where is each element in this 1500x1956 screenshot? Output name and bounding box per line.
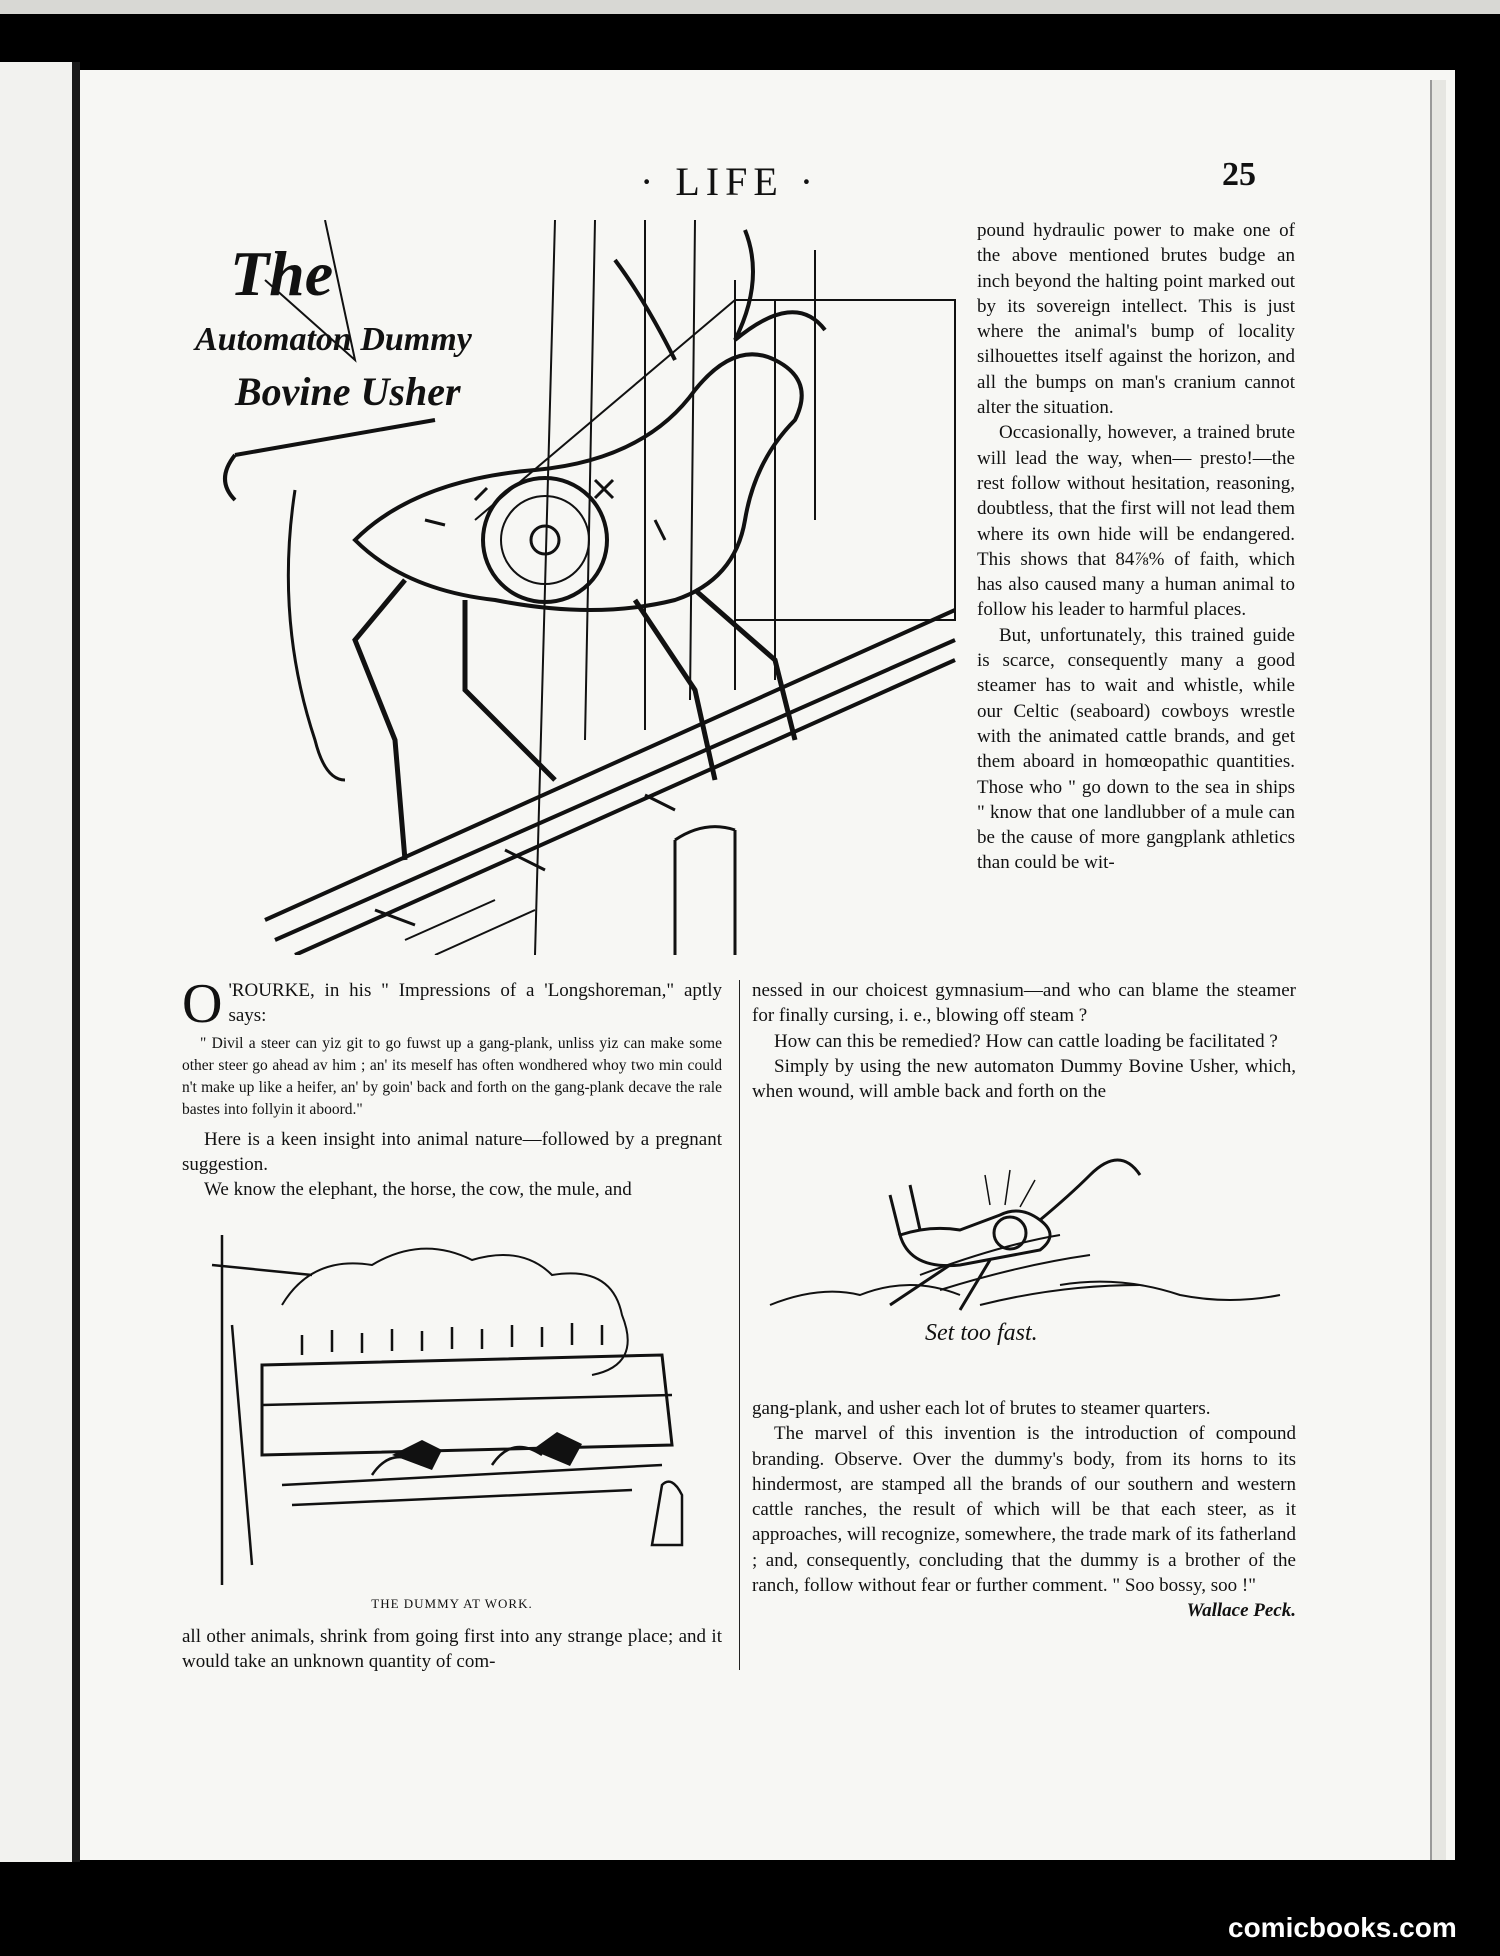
intro-text: 'ROURKE, in his " Impressions of a 'Longshoreman," aptly says: <box>228 980 722 1027</box>
paragraph: Simply by using the new automaton Dummy Bovine Usher, which, when wound, will amble back and forth on the <box>752 1055 1296 1103</box>
paragraph: all other animals, shrink from going first into any strange place; and it would take an unknown quantity of com- <box>182 1626 722 1673</box>
paragraph: The marvel of this invention is the introduction of compound branding. Observe. Over the dummy's body, from its horns to its hindermost, are stamped all the brands of our southern and western cattle ranches, the result of which will be that each steer, as it approaches, will recognize, somewhere, the trade mark of its fatherland ; and, consequently, concluding that the dummy is a brother of the ranch, follow without fear or further comment. " Soo bossy, soo !" <box>752 1423 1296 1597</box>
article-column-right-top <box>977 218 1295 876</box>
dummy-at-work-illustration <box>192 1225 722 1590</box>
intro-paragraph <box>182 973 722 1035</box>
paragraph: pound hydraulic power to make one of the above mentioned brutes budge an inch beyond the halting point marked out by its sovereign intellect. This is just where the animal's bump of locality silhouettes itself against the horizon, and all the bumps on man's cranium cannot alter the situation. <box>977 220 1295 419</box>
author-signature: Wallace Peck. <box>1186 1600 1296 1622</box>
article-column-left <box>182 973 722 1202</box>
watermark: comicbooks.com <box>1228 1912 1457 1943</box>
page-number: 25 <box>1222 156 1256 193</box>
article-column-left-bottom <box>182 1624 722 1675</box>
article-column-right-bottom <box>752 1396 1296 1624</box>
drop-cap: O <box>182 973 223 1035</box>
paragraph: Occasionally, however, a trained brute will lead the way, when— presto!—the rest follow without hesitation, reasoning, doubtless, that the first will not lead them where its own hide will be endangered. This shows that 84⅞% of faith, which has also caused many a human animal to follow his leader to harmful places. <box>977 422 1295 621</box>
figure-caption-dummy-at-work: THE DUMMY AT WORK. <box>371 1596 533 1611</box>
title-the: The <box>230 238 334 309</box>
paragraph: gang-plank, and usher each lot of brutes to steamer quarters. <box>752 1398 1211 1419</box>
title-bovine-usher: Bovine Usher <box>235 369 461 414</box>
paragraph: How can this be remedied? How can cattle loading be facilitated ? <box>774 1030 1278 1052</box>
masthead: · LIFE · <box>640 159 820 204</box>
bovine-usher-illustration <box>175 220 965 955</box>
set-too-fast-illustration <box>760 1135 1290 1355</box>
paragraph: nessed in our choicest gymnasium—and who can blame the steamer for finally cursing, i. e., blowing off steam ? <box>752 980 1296 1027</box>
article-column-right-mid <box>752 978 1296 1104</box>
column-divider <box>739 980 740 1670</box>
binding-gutter <box>72 62 80 1862</box>
title-automaton-dummy: Automaton Dummy <box>195 321 472 358</box>
paragraph: We know the elephant, the horse, the cow, the mule, and <box>204 1179 632 1201</box>
dialect-quote: " Divil a steer can yiz git to go fuwst up a gang-plank, unliss yiz can make some other steer go ahead av him ; an' its meself has often wondhered whoy two min could n't make up like a heifer, an' by goin' back and forth on the gang-plank decave the rale bastes into follyin it aboord." <box>182 1034 722 1118</box>
previous-page-strip <box>0 0 1500 14</box>
paragraph: Here is a keen insight into animal nature—followed by a pregnant suggestion. <box>182 1128 722 1175</box>
paragraph: But, unfortunately, this trained guide is scarce, consequently many a good steamer has to wait and whistle, while our Celtic (seaboard) cowboys wrestle with the animated cattle brands, and get them aboard in homœopathic quantities. Those who " go down to the sea in ships " know that one landlubber of a mule can be the cause of more gangplank athletics than could be wit- <box>977 624 1295 874</box>
figure-caption-set-too-fast: Set too fast. <box>925 1320 1038 1346</box>
left-page-edge <box>0 62 72 1862</box>
page-right-edge <box>1430 80 1446 1860</box>
